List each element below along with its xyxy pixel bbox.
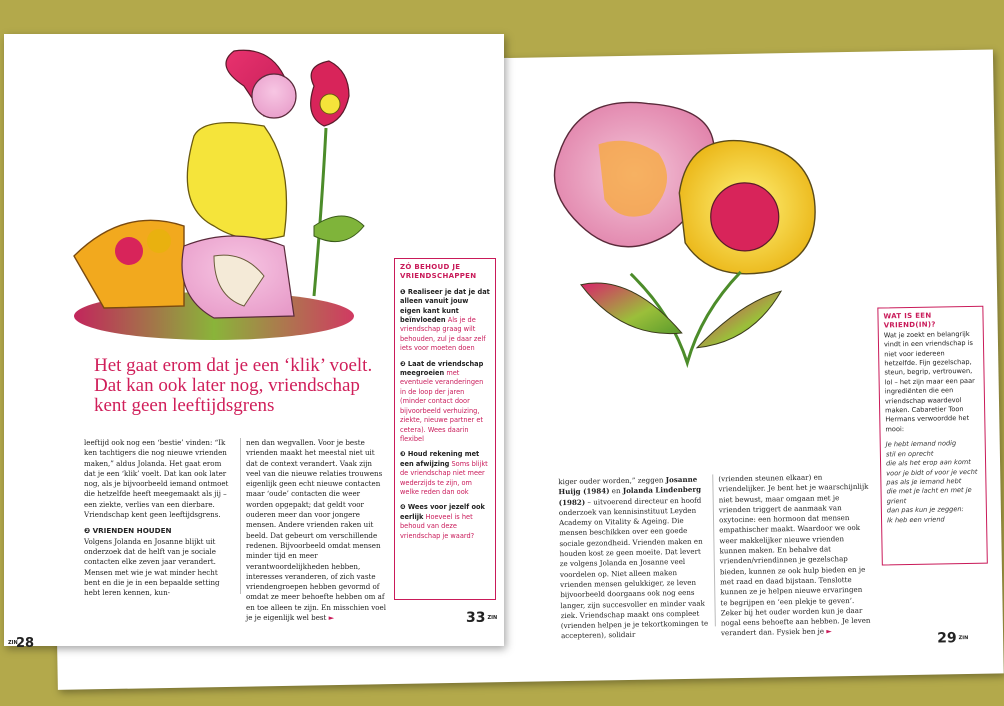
name-josanne: Josanne Huijg (1984) xyxy=(558,474,698,497)
col-text: (vrienden steunen elkaar) en vriendelijker. Je bent het je waarschijnlijk niet bewust, maar omgaan met je vrienden triggert de aanmaak van oxytocine: een hormoon dat mensen empathischer maakt. Waardoor we ook weer makkelijker nieuwe vrienden kunnen maken. En behalve dat vrienden/vriendinnen je gezelschap bieden, kunnen ze ook hulp bieden en je met raad en daad bijstaan. Tenslotte kunnen ze je helpen nieuwe ervaringen te begrijpen en ‘een plekje te geven’. Zeker bij het ouder worden kun je daar nogal eens behoefte aan hebben. Je leven verandert dan. Fysiek ben je xyxy=(718,472,871,638)
sidebar-step-4 xyxy=(400,503,490,541)
column-divider xyxy=(712,474,715,626)
step-heading: ❷ Laat de vriendschap meegroeien xyxy=(400,359,484,378)
poem-line: voor je bidt of voor je vecht xyxy=(886,467,978,477)
step-heading: ❶ Realiseer je dat je dat alleen vanuit jouw eigen kant kunt beïnvloeden xyxy=(400,287,490,325)
pull-quote-line: kent geen leeftijdsgrens xyxy=(94,395,275,416)
page-tag: ZIN xyxy=(487,614,498,621)
friend-definition-sidebar xyxy=(877,306,987,566)
poem xyxy=(886,439,981,525)
step-heading: ❸ Houd rekening met een afwijzing xyxy=(400,450,480,468)
poem-line: dan pas kun je zeggen: xyxy=(886,505,964,515)
pull-quote-line: Het gaat erom dat je een ‘klik’ voelt. xyxy=(94,355,373,376)
poem-line: die met je lacht en met je grient xyxy=(886,486,972,506)
sidebar-step-1 xyxy=(400,288,490,354)
step-heading: ❹ Wees voor jezelf ook eerlijk xyxy=(400,503,485,521)
continue-arrow-icon: ► xyxy=(328,613,335,623)
page-number-value: 33 xyxy=(466,610,486,626)
right-column-1 xyxy=(558,474,709,641)
sidebar-step-2 xyxy=(400,360,490,445)
left-column-2 xyxy=(246,438,388,623)
col-text-c: – uitvoerend directeur en hoofd onderzoek van kennisinstituut Leyden Academy on Vitality & Ageing. Die mensen beschikken over een goede sociale gezondheid. Vrienden maken en houden kost ze geen moeite. Dat levert ze volgens Jolanda en Josanne veel voordelen op. Niet alleen maken vrienden mensen gelukkiger, ze leven bijvoorbeeld doorgaans ook nog eens langer, zijn succesvoller en minder vaak ziek. Vriendschap maakt ons compleet (vrienden helpen je je tekortkomingen te accepteren), solidair xyxy=(558,495,709,641)
left-column-1 xyxy=(84,438,234,608)
girl-with-flower-illustration xyxy=(64,56,364,348)
page-number xyxy=(466,610,498,626)
step-text: Als je de vriendschap graag wilt behouden, zul je daar zelf iets voor moeten doen xyxy=(400,316,486,353)
column-divider xyxy=(240,438,241,594)
col-text-a: kiger ouder worden,” zeggen xyxy=(558,475,666,487)
page-tag: ZIN xyxy=(8,640,18,646)
keep-friendships-sidebar xyxy=(394,258,496,600)
sidebar-step-3 xyxy=(400,450,490,497)
sidebar-text: Wat je zoekt en belangrijk vindt in een vriendschap is niet voor iedereen hetzelfde. Fijn gezelschap, steun, begrip, vertrouwen, lol – het zijn maar een paar ingrediënten die een vriendschap waardevol maken. Cabaretier Toon Hermans verwoordde het mooi: xyxy=(883,329,975,434)
pull-quote xyxy=(94,356,394,416)
page-number xyxy=(937,630,967,647)
bottom-page-number xyxy=(6,636,34,651)
pull-quote-line: Dat kan ook later nog, vriendschap xyxy=(94,375,360,396)
poem-line: stil en oprecht xyxy=(885,449,934,459)
page-number-value: 28 xyxy=(16,636,35,651)
subheading-vrienden-houden: ❷ VRIENDEN HOUDEN xyxy=(84,526,172,536)
step-text: met eventuele veranderingen in de loop der jaren (minder contact door bijvoorbeeld verhuizing, ziekte, nieuwe partner et cetera). Wees daarin flexibel xyxy=(400,369,484,443)
paragraph: leeftijd ook nog een ‘bestie’ vinden: “Ik ken tachtigers die nog nieuwe vrienden maken,” aldus Jolanda. Het gaat erom dat je een ‘klik’ voelt. Dat kan ook later nog, als je bijvoorbeeld iemand ontmoet die hetzelfde heeft meegemaakt als jij – een ziekte, verlies van een dierbare. Vriendschap kent geen leeftijdsgrens. xyxy=(84,438,229,520)
page-tag: ZIN xyxy=(958,634,969,641)
left-magazine-page xyxy=(4,34,504,646)
continue-arrow-icon: ► xyxy=(826,626,832,636)
step-text: Soms blijkt de vriendschap niet meer wederzijds te zijn, om welke reden dan ook xyxy=(400,459,488,496)
flower-heart-illustration xyxy=(537,80,832,375)
col-text-b: en xyxy=(609,486,623,496)
poem-line: Je hebt iemand nodig xyxy=(885,439,957,449)
name-jolanda: Jolanda Lindenberg (1982) xyxy=(558,484,702,507)
poem-line: pas als je iemand hebt xyxy=(886,477,962,487)
step-text: Hoeveel is het behoud van deze vriendschap je waard? xyxy=(400,512,475,540)
paragraph: Volgens Jolanda en Josanne blijkt uit onderzoek dat de helft van je sociale contacten elke zeven jaar verandert. Mensen met wie je wat minder hecht bent en die je in een bepaalde setting hebt leren kennen, kun- xyxy=(84,536,220,598)
poem-line: die als het erop aan komt xyxy=(885,458,971,468)
sidebar-title: WAT IS EEN VRIEND(IN)? xyxy=(883,311,936,330)
right-column-2 xyxy=(718,472,871,638)
page-number-value: 29 xyxy=(936,630,957,647)
paragraph: nen dan wegvallen. Voor je beste vrienden maakt het meestal niet uit dat de context verandert. Vaak zijn veel van die nieuwe relaties trouwens eigenlijk geen echt nieuwe contacten maar ‘oude’ contacten die weer worden opgepakt; dat geldt voor ouderen meer dan voor jongere mensen. Andere vrienden raken uit beeld. Dat gebeurt om verschillende redenen. Bijvoorbeeld omdat mensen minder tijd en meer verantwoordelijkheden hebben, interesses veranderen, of zich vaste vriendengroepen hebben gevormd of omdat ze meer behoefte hebben om af en toe alleen te zijn. En misschien voel je je eigenlijk wel best xyxy=(246,438,387,623)
sidebar-title: ZÓ BEHOUD JE VRIENDSCHAPPEN xyxy=(400,263,477,281)
poem-line: Ik heb een vriend xyxy=(886,514,945,524)
